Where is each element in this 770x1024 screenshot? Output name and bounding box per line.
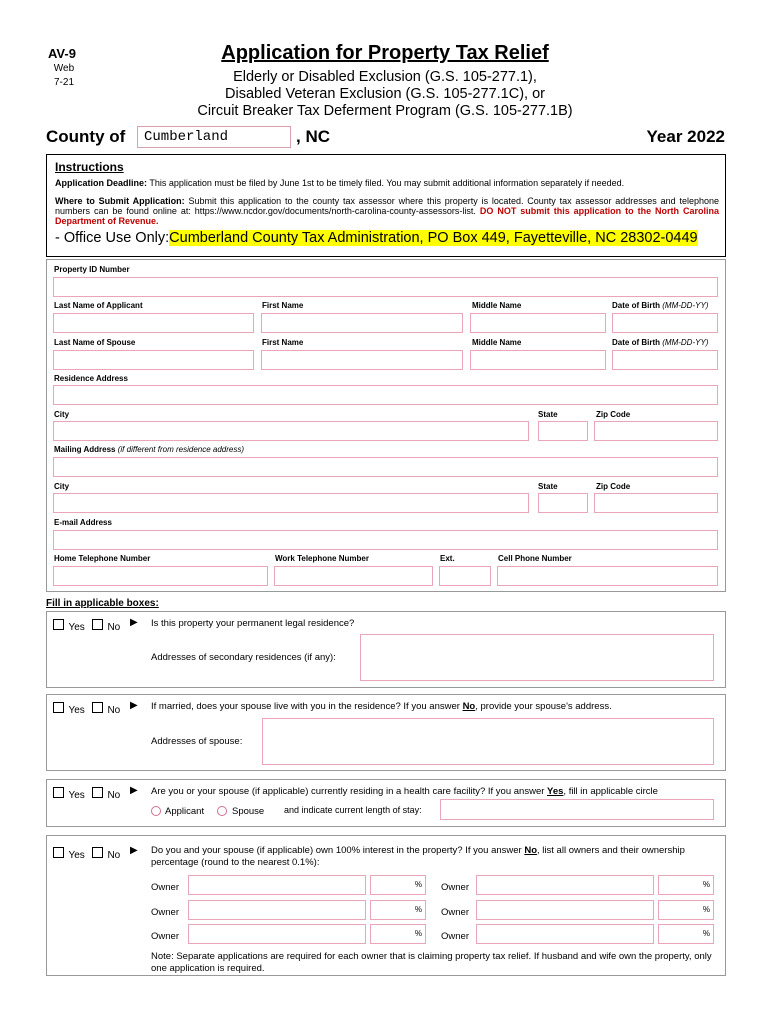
applicant-first-name-label: First Name (262, 301, 304, 310)
mailing-city-label: City (54, 482, 70, 491)
spouse-radio-label: Spouse (232, 806, 265, 817)
q4-yes-checkbox[interactable] (53, 847, 64, 858)
q2-text-c: , provide your spouse's address. (475, 701, 612, 712)
applicant-dob-label (612, 301, 708, 310)
q3-arrow-icon: ▶ (130, 785, 138, 796)
q2-no-label: No (107, 705, 121, 716)
where-label: Where to Submit Application: (55, 196, 185, 206)
q1-secondary-label: Addresses of secondary residences (if any): (151, 652, 336, 663)
ext-label: Ext. (440, 554, 455, 563)
owner-input[interactable] (476, 875, 654, 895)
dob-hint: (MM-DD-YY) (662, 301, 709, 310)
deadline-body: This application must be filed by June 1st to be timely filed. You may submit additional information separately if needed. (149, 178, 625, 188)
q3-yes-label: Yes (68, 790, 85, 801)
residence-address-input[interactable] (53, 385, 718, 405)
q1-no-checkbox[interactable] (92, 619, 103, 630)
page-subtitle (150, 69, 620, 120)
work-phone-label: Work Telephone Number (275, 554, 369, 563)
owner-label: Owner (151, 882, 179, 893)
mailing-hint: (if different from residence address) (117, 445, 245, 454)
q3-no-label: No (107, 790, 121, 801)
mailing-city-input[interactable] (53, 493, 529, 513)
owner-label: Owner (441, 931, 469, 942)
subtitle-line-3: Circuit Breaker Tax Deferment Program (G.S. 105-277.1B) (197, 103, 573, 119)
subtitle-line-2: Disabled Veteran Exclusion (G.S. 105-277.1C), or (225, 86, 545, 102)
email-label: E-mail Address (54, 518, 112, 527)
warning-text: DO NOT submit this application to the North Carolina Department of Revenue. (55, 206, 719, 226)
state-field-label: State (538, 410, 558, 419)
state-label: , NC (296, 127, 330, 146)
spouse-radio[interactable] (217, 806, 227, 816)
q2-arrow-icon: ▶ (130, 700, 138, 711)
q2-text-b: No (462, 701, 476, 712)
q3-no[interactable] (92, 785, 120, 803)
owner-percent-input[interactable] (658, 875, 714, 895)
percent-sign: % (414, 880, 422, 889)
q3-text-c: , fill in applicable circle (563, 786, 658, 797)
owner-input[interactable] (188, 900, 366, 920)
q2-text-a: If married, does your spouse live with you in the residence? If you answer (151, 701, 463, 712)
office-label: - Office Use Only: (55, 230, 170, 246)
q3-no-checkbox[interactable] (92, 787, 103, 798)
home-phone-label: Home Telephone Number (54, 554, 151, 563)
spouse-last-name-input[interactable] (53, 350, 254, 370)
spouse-last-name-label: Last Name of Spouse (54, 338, 136, 347)
office-use-line (55, 230, 698, 246)
zip-input[interactable] (594, 421, 718, 441)
county-label: County of (46, 127, 126, 146)
city-input[interactable] (53, 421, 529, 441)
residence-address-label: Residence Address (54, 374, 128, 383)
spouse-dob-label (612, 338, 708, 347)
applicant-dob-input[interactable] (612, 313, 718, 333)
form-rev: 7-21 (53, 77, 74, 88)
q2-spouse-input[interactable] (262, 718, 714, 765)
instructions-title: Instructions (55, 160, 124, 174)
q4-text-c: , list all owners and their ownership (537, 845, 685, 856)
spouse-first-name-input[interactable] (261, 350, 463, 370)
year-label: Year 2022 (646, 127, 725, 146)
deadline-label: Application Deadline: (55, 178, 148, 188)
q2-question (151, 701, 612, 712)
q1-yes[interactable] (53, 617, 85, 635)
percent-sign: % (702, 929, 710, 938)
owner-percent-input[interactable] (370, 875, 426, 895)
q4-text-b: No (524, 845, 538, 856)
q2-no[interactable] (92, 700, 120, 718)
owner-label: Owner (441, 882, 469, 893)
q1-no[interactable] (92, 617, 120, 635)
ext-input[interactable] (439, 566, 491, 586)
q1-secondary-input[interactable] (360, 634, 714, 681)
applicant-first-name-input[interactable] (261, 313, 463, 333)
applicant-radio-label: Applicant (165, 806, 205, 817)
percent-sign: % (702, 880, 710, 889)
mailing-address-input[interactable] (53, 457, 718, 477)
work-phone-input[interactable] (274, 566, 433, 586)
mailing-zip-input[interactable] (594, 493, 718, 513)
owner-label: Owner (151, 931, 179, 942)
stay-label: and indicate current length of stay: (284, 805, 422, 815)
q1-arrow-icon: ▶ (130, 617, 138, 628)
spouse-dob-label-text: Date of Birth (612, 338, 660, 347)
owner-label: Owner (151, 907, 179, 918)
q3-question (151, 786, 658, 797)
city-label: City (54, 410, 70, 419)
email-input[interactable] (53, 530, 718, 550)
spouse-first-name-label: First Name (262, 338, 304, 347)
q4-no[interactable] (92, 845, 120, 863)
percent-sign: % (702, 905, 710, 914)
deadline-text (55, 178, 624, 188)
page-title: Application for Property Tax Relief (221, 42, 549, 64)
applicant-radio[interactable] (151, 806, 161, 816)
form-code: AV-9 (48, 46, 76, 61)
property-id-label: Property ID Number (54, 265, 130, 274)
q1-question: Is this property your permanent legal residence? (151, 618, 355, 629)
q2-yes-label: Yes (68, 705, 85, 716)
where-text (55, 196, 719, 226)
q4-yes-label: Yes (68, 850, 85, 861)
owner-percent-input[interactable] (658, 900, 714, 920)
applicant-middle-name-input[interactable] (470, 313, 606, 333)
form-revision (53, 62, 75, 90)
q4-question (151, 845, 716, 869)
spouse-middle-name-label: Middle Name (472, 338, 522, 347)
q3-yes-checkbox[interactable] (53, 787, 64, 798)
q4-no-label: No (107, 850, 121, 861)
stay-input[interactable] (440, 799, 714, 820)
q4-text-a: Do you and your spouse (if applicable) own 100% interest in the property? If you answer (151, 845, 525, 856)
mailing-state-label: State (538, 482, 558, 491)
percent-sign: % (414, 929, 422, 938)
owner-input[interactable] (476, 924, 654, 944)
property-id-input[interactable] (53, 277, 718, 297)
q3-text-b: Yes (547, 786, 564, 797)
q4-yes[interactable] (53, 845, 85, 863)
spouse-dob-input[interactable] (612, 350, 718, 370)
spouse-dob-hint: (MM-DD-YY) (662, 338, 709, 347)
q2-yes[interactable] (53, 700, 85, 718)
state-input[interactable] (538, 421, 588, 441)
q3-text-a: Are you or your spouse (if applicable) currently residing in a health care facility? If you answer (151, 786, 548, 797)
q4-text-d: percentage (round to the nearest 0.1%): (151, 857, 320, 868)
percent-sign: % (414, 905, 422, 914)
applicant-last-name-label: Last Name of Applicant (54, 301, 143, 310)
owner-percent-input[interactable] (370, 900, 426, 920)
q1-yes-checkbox[interactable] (53, 619, 64, 630)
q3-yes[interactable] (53, 785, 85, 803)
spouse-middle-name-input[interactable] (470, 350, 606, 370)
mailing-zip-label: Zip Code (596, 482, 631, 491)
q2-no-checkbox[interactable] (92, 702, 103, 713)
owner-label: Owner (441, 907, 469, 918)
q2-yes-checkbox[interactable] (53, 702, 64, 713)
owner-percent-input[interactable] (658, 924, 714, 944)
form-web: Web (53, 63, 75, 74)
owner-input[interactable] (188, 875, 366, 895)
owner-input[interactable] (476, 900, 654, 920)
owner-percent-input[interactable] (370, 924, 426, 944)
fill-boxes-title: Fill in applicable boxes: (46, 598, 159, 609)
applicant-middle-name-label: Middle Name (472, 301, 522, 310)
home-phone-input[interactable] (53, 566, 268, 586)
owner-input[interactable] (188, 924, 366, 944)
q1-no-label: No (107, 622, 121, 633)
cell-phone-label: Cell Phone Number (498, 554, 572, 563)
where-body: Submit this application to the county tax assessor where this property is located. County tax assessor addresses and telephone numbers can be found online at: https://www.ncdor.gov/documents/north-carolina-county-assessors-list. (55, 196, 719, 216)
cell-phone-input[interactable] (497, 566, 718, 586)
office-address: Cumberland County Tax Administration, PO Box 449, Fayetteville, NC 28302-0449 (169, 230, 698, 246)
applicant-last-name-input[interactable] (53, 313, 254, 333)
zip-label: Zip Code (596, 410, 631, 419)
mailing-state-input[interactable] (538, 493, 588, 513)
q4-arrow-icon: ▶ (130, 845, 138, 856)
mailing-address-label (54, 445, 244, 454)
q4-no-checkbox[interactable] (92, 847, 103, 858)
county-input[interactable]: Cumberland (137, 126, 291, 148)
dob-label-text: Date of Birth (612, 301, 660, 310)
subtitle-line-1: Elderly or Disabled Exclusion (G.S. 105-277.1), (233, 69, 537, 85)
q2-spouse-label: Addresses of spouse: (151, 736, 243, 747)
mailing-address-text: Mailing Address (54, 445, 116, 454)
ownership-note: Note: Separate applications are required for each owner that is claiming property tax relief. If husband and wife own the property, only one application is required. (151, 951, 712, 974)
q1-yes-label: Yes (68, 622, 85, 633)
